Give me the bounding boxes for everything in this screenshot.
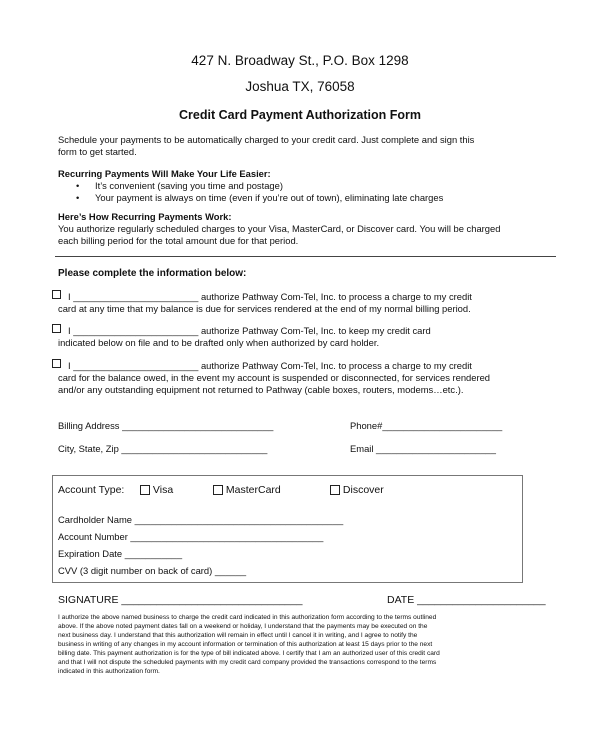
option-2-checkbox[interactable]	[52, 324, 61, 333]
account-type-discover[interactable]	[330, 484, 384, 496]
benefit-item-text: Your payment is always on time (even if you’re out of town), eliminating late charges	[95, 192, 444, 203]
section-divider	[55, 256, 556, 257]
option-1-checkbox[interactable]	[52, 290, 61, 299]
cvv-field[interactable]: CVV (3 digit number on back of card) ______	[58, 565, 247, 576]
account-number-field[interactable]: Account Number _____________________________________	[58, 531, 324, 542]
option-3-line-2: card for the balance owed, in the event my account is suspended or disconnected, for services rendered	[58, 372, 491, 383]
mastercard-checkbox[interactable]	[213, 485, 223, 495]
billing-address-field[interactable]: Billing Address _____________________________	[58, 420, 274, 431]
benefits-heading: Recurring Payments Will Make Your Life Easier:	[58, 168, 271, 179]
bullet-icon: •	[76, 192, 80, 203]
phone-field[interactable]: Phone#_______________________	[350, 420, 503, 431]
how-it-works-line-1: You authorize regularly scheduled charges to your Visa, MasterCard, or Discover card. You will be charged	[58, 223, 501, 234]
visa-label: Visa	[152, 484, 174, 496]
company-address-city: Joshua TX, 76058	[245, 79, 355, 94]
legal-line-7: indicated in this authorization form.	[58, 668, 160, 675]
account-type-visa[interactable]	[140, 484, 173, 496]
discover-checkbox[interactable]	[330, 485, 340, 495]
bullet-icon: •	[76, 180, 80, 191]
how-it-works-line-2: each billing period for the total amount due for that period.	[58, 235, 299, 246]
visa-checkbox[interactable]	[140, 485, 150, 495]
account-type-mastercard[interactable]	[213, 484, 281, 496]
email-field[interactable]: Email _______________________	[350, 443, 496, 454]
city-state-zip-field[interactable]: City, State, Zip ____________________________	[58, 443, 268, 454]
legal-line-4: business in writing of any changes in my account information or termination of this authorization at least 15 days prior to the next	[58, 641, 433, 648]
account-type-label: Account Type:	[58, 484, 125, 496]
legal-line-3: next business day. I understand that this authorization will remain in effect until I cancel it in writing, and I agree to notify the	[58, 632, 418, 639]
discover-label: Discover	[342, 484, 384, 496]
benefit-item-text: It’s convenient (saving you time and postage)	[95, 180, 283, 191]
intro-line-1: Schedule your payments to be automatically charged to your credit card. Just complete and sign this	[58, 134, 475, 145]
legal-line-5: billing date. This payment authorization is for the type of bill indicated above. I certify that I am an authorized user of this credit card	[58, 650, 440, 657]
legal-line-2: above. If the above noted payment dates fall on a weekend or holiday, I understand that the payments may be executed on the	[58, 623, 428, 630]
company-address-street: 427 N. Broadway St., P.O. Box 1298	[191, 53, 409, 68]
option-3-line-3: and/or any outstanding equipment not returned to Pathway (cable boxes, routers, modems…etc.).	[58, 384, 464, 395]
signature-field[interactable]: SIGNATURE _______________________________	[58, 594, 303, 606]
form-title: Credit Card Payment Authorization Form	[179, 108, 421, 122]
cardholder-name-field[interactable]: Cardholder Name ________________________________________	[58, 514, 344, 525]
option-2-line-2: indicated below on file and to be drafted only when authorized by card holder.	[58, 337, 380, 348]
intro-line-2: form to get started.	[58, 146, 137, 157]
how-it-works-heading: Here’s How Recurring Payments Work:	[58, 211, 232, 222]
option-1-line-2: card at any time that my balance is due for services rendered at the end of my normal billing period.	[58, 303, 471, 314]
expiration-date-field[interactable]: Expiration Date ___________	[58, 548, 183, 559]
option-3-line-1: I ________________________ authorize Pathway Com-Tel, Inc. to process a charge to my credit	[68, 360, 472, 371]
options-heading: Please complete the information below:	[58, 268, 247, 279]
date-field[interactable]: DATE ______________________	[387, 594, 546, 606]
card-details-box	[52, 475, 523, 583]
option-1-line-1: I ________________________ authorize Pathway Com-Tel, Inc. to process a charge to my credit	[68, 291, 472, 302]
mastercard-label: MasterCard	[225, 484, 281, 496]
option-2-line-1: I ________________________ authorize Pathway Com-Tel, Inc. to keep my credit card	[68, 325, 431, 336]
legal-line-1: I authorize the above named business to charge the credit card indicated in this authorization form according to the terms outlined	[58, 614, 437, 621]
option-3-checkbox[interactable]	[52, 359, 61, 368]
legal-line-6: and that I will not dispute the scheduled payments with my credit card company provided the transactions correspond to the terms	[58, 659, 437, 666]
